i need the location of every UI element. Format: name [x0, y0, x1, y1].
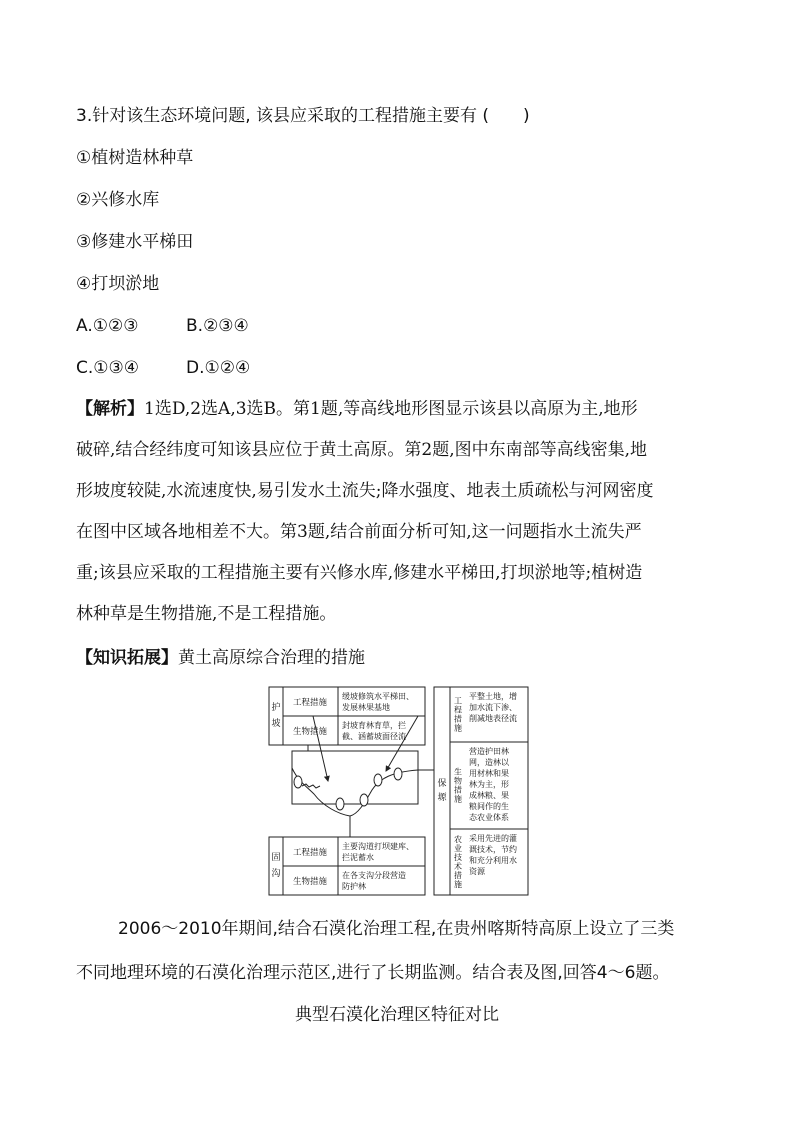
baoyuan-row3-type-char: 技 [454, 853, 462, 862]
tree-icon [374, 774, 382, 786]
extension-heading [76, 648, 365, 668]
table-title: 典型石漠化治理区特征对比 [295, 1005, 499, 1025]
baoyuan-row3-line: 资源 [469, 867, 485, 876]
gugou-row2-type: 生物措施 [292, 877, 328, 887]
loess-plateau-measures-diagram [268, 686, 530, 898]
baoyuan-row2-line: 粮间作的生 [469, 802, 509, 811]
analysis-line-2: 破碎,结合经纬度可知该县应位于黄土高原。第2题,图中东南部等高线密集,地 [76, 440, 648, 460]
baoyuan-row3-line: 溉技术，节约 [469, 845, 517, 854]
baoyuan-row1-line: 加水流下渗、 [469, 703, 517, 712]
tree-icon [360, 794, 368, 806]
gugou-row2-line1: 在各支沟分段营造 [342, 871, 406, 880]
question-item-2: ②兴修水库 [76, 190, 160, 210]
baoyuan-row3-line: 和充分利用水 [469, 856, 517, 865]
question-stem: 3.针对该生态环境问题, 该县应采取的工程措施主要有 ( ) [76, 106, 530, 126]
tree-icon [294, 776, 302, 788]
hupo-row1-type: 工程措施 [292, 698, 328, 708]
tree-icon [336, 798, 344, 810]
baoyuan-row2-line: 成林粮、果 [469, 791, 509, 800]
paragraph-line-2: 不同地理环境的石漠化治理示范区,进行了长期监测。结合表及图,回答4～6题。 [76, 963, 670, 983]
option-a: A.①②③ [76, 316, 139, 336]
baoyuan-row3-line: 采用先进的灌 [469, 834, 517, 843]
baoyuan-row2-line: 用材林和果 [469, 769, 509, 778]
baoyuan-row3-type-char: 施 [454, 880, 462, 889]
hupo-row1-line1: 缓坡修筑水平梯田、 [342, 692, 414, 701]
baoyuan-row2-type-char: 施 [454, 794, 462, 804]
baoyuan-row2-line: 态农业体系 [469, 813, 509, 822]
gugou-label-char1: 固 [271, 853, 281, 863]
option-c: C.①③④ [76, 358, 139, 378]
option-d: D.①②④ [186, 358, 251, 378]
baoyuan-row1-type-char: 工 [454, 696, 462, 706]
hupo-row1-line2: 发展林果基地 [342, 703, 390, 712]
hupo-label-char1: 护 [271, 703, 281, 713]
paragraph-line-1: 2006～2010年期间,结合石漠化治理工程,在贵州喀斯特高原上设立了三类 [118, 919, 675, 939]
hupo-label-char2: 坡 [271, 719, 281, 729]
gugou-row2-line2: 防护林 [342, 882, 366, 891]
gugou-row1-type: 工程措施 [292, 848, 328, 858]
baoyuan-row3-type-char: 措 [454, 871, 462, 880]
baoyuan-row2-type-char: 措 [454, 785, 462, 795]
baoyuan-row3-type-char: 业 [454, 844, 462, 853]
baoyuan-row1-line: 削减地表径流 [469, 714, 517, 723]
question-item-4: ④打坝淤地 [76, 274, 160, 294]
analysis-line-3: 形坡度较陡,水流速度快,易引发水土流失;降水强度、地表土质疏松与河网密度 [76, 481, 654, 501]
gugou-row1-line2: 拦泥蓄水 [342, 853, 374, 862]
baoyuan-row2-type-char: 物 [454, 776, 462, 786]
baoyuan-row2-line: 林为主，形 [469, 780, 509, 789]
analysis-tag: 【解析】 [76, 399, 144, 419]
baoyuan-label-char2: 塬 [437, 793, 447, 803]
baoyuan-row1-type-char: 措 [454, 714, 462, 724]
hupo-row2-line1: 封坡育林育草，拦 [342, 721, 406, 730]
baoyuan-row1-type-char: 程 [454, 705, 462, 715]
question-item-3: ③修建水平梯田 [76, 232, 194, 252]
extension-tag: 【知识拓展】 [76, 648, 178, 668]
analysis-line-5: 重;该县应采取的工程措施主要有兴修水库,修建水平梯田,打坝淤地等;植树造 [76, 563, 643, 583]
gugou-row1-line1: 主要沟道打坝建库、 [342, 842, 414, 851]
analysis-line-6: 林种草是生物措施,不是工程措施。 [76, 604, 337, 624]
baoyuan-row1-type-char: 施 [454, 723, 462, 733]
baoyuan-label-char1: 保 [437, 779, 447, 789]
extension-title: 黄土高原综合治理的措施 [178, 648, 365, 668]
baoyuan-row2-line: 营造护田林 [469, 747, 509, 756]
hupo-row2-type: 生物措施 [292, 727, 328, 737]
baoyuan-row3-type-char: 农 [454, 835, 462, 844]
gugou-label-char2: 沟 [271, 869, 281, 879]
option-b: B.②③④ [186, 316, 249, 336]
question-item-1: ①植树造林种草 [76, 148, 194, 168]
tree-icon [394, 768, 402, 780]
terrace-marks [302, 784, 320, 788]
analysis-line-1: 【解析】1选D,2选A,3选B。第1题,等高线地形图显示该县以高原为主,地形 [76, 399, 638, 419]
baoyuan-row2-type-char: 生 [454, 767, 462, 777]
analysis-line-4: 在图中区域各地相差不大。第3题,结合前面分析可知,这一问题指水土流失严 [76, 522, 642, 542]
baoyuan-row1-line: 平整土地，增 [469, 692, 517, 701]
baoyuan-row3-type-char: 术 [454, 862, 462, 871]
hupo-row2-line2: 截、涵蓄坡面径流 [342, 732, 406, 741]
baoyuan-row2-line: 网，造林以 [469, 758, 509, 767]
